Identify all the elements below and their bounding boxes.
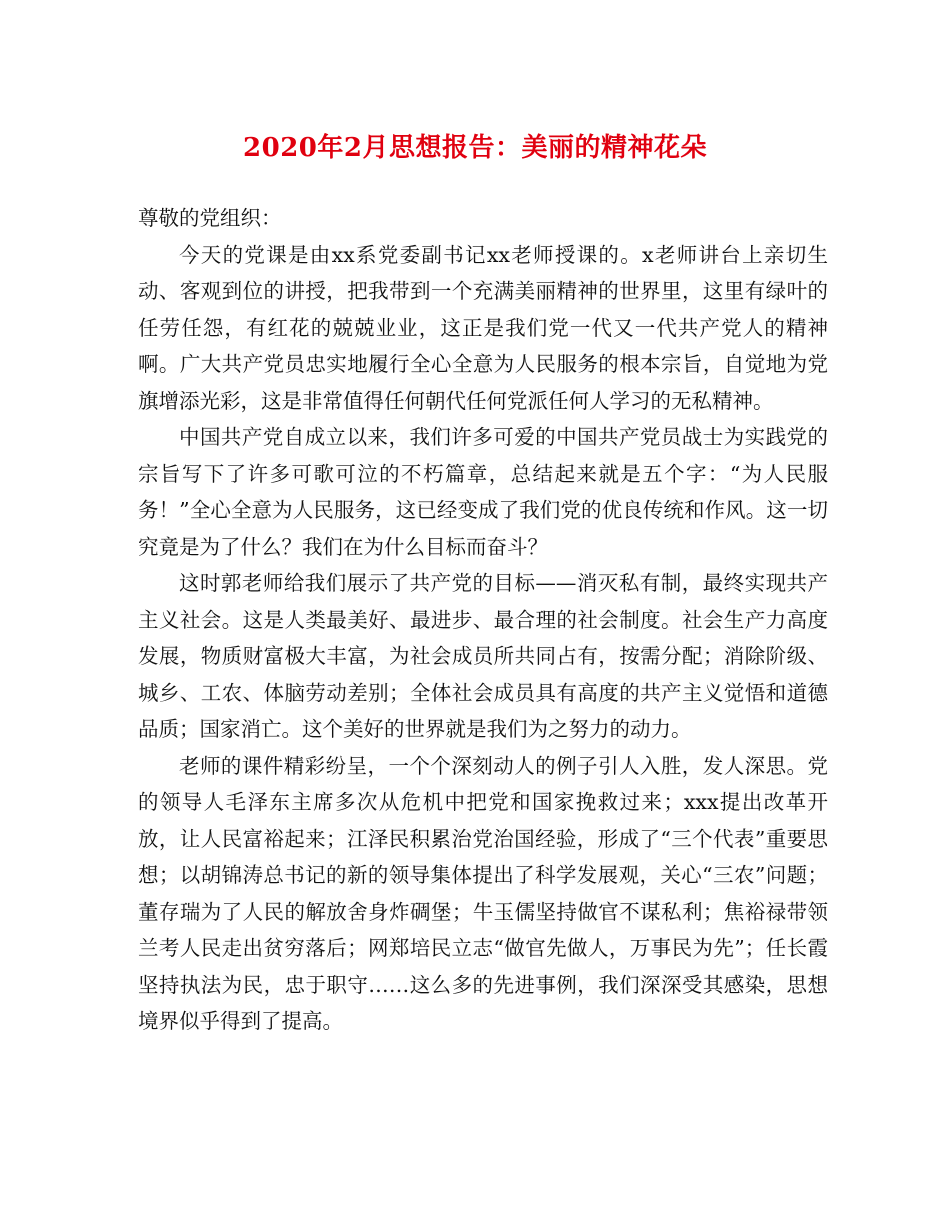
document-body	[138, 200, 828, 1040]
paragraph: 老师的课件精彩纷呈，一个个深刻动人的例子引人入胜，发人深思。党的领导人毛泽东主席多次从危机中把党和国家挽救过来；xxx提出改革开放，让人民富裕起来；江泽民积累治党治国经验，形成了“三个代表”重要思想；以胡锦涛总书记的新的领导集体提出了科学发展观，关心“三农”问题；董存瑞为了人民的解放舍身炸碉堡；牛玉儒坚持做官不谋私利；焦裕禄带领兰考人民走出贫穷落后；网郑培民立志“做官先做人，万事民为先”；任长霞坚持执法为民，忠于职守……这么多的先进事例，我们深深受其感染，思想境界似乎得到了提高。	[138, 753, 828, 1033]
paragraph: 今天的党课是由xx系党委副书记xx老师授课的。x老师讲台上亲切生动、客观到位的讲授，把我带到一个充满美丽精神的世界里，这里有绿叶的任劳任怨，有红花的兢兢业业，这正是我们党一代又一代共产党人的精神啊。广大共产党员忠实地履行全心全意为人民服务的根本宗旨，自觉地为党旗增添光彩，这是非常值得任何朝代任何党派任何人学习的无私精神。	[138, 242, 828, 413]
salutation: 尊敬的党组织：	[138, 206, 282, 230]
paragraph: 中国共产党自成立以来，我们许多可爱的中国共产党员战士为实践党的宗旨写下了许多可歌可泣的不朽篇章，总结起来就是五个字：“为人民服务！”全心全意为人民服务，这已经变成了我们党的优良传统和作风。这一切究竟是为了什么？我们在为什么目标而奋斗？	[138, 425, 828, 559]
document-title: 2020年2月思想报告：美丽的精神花朵	[243, 133, 707, 163]
paragraph: 这时郭老师给我们展示了共产党的目标——消灭私有制，最终实现共产主义社会。这是人类最美好、最进步、最合理的社会制度。社会生产力高度发展，物质财富极大丰富，为社会成员所共同占有，按需分配；消除阶级、城乡、工农、体脑劳动差别；全体社会成员具有高度的共产主义觉悟和道德品质；国家消亡。这个美好的世界就是我们为之努力的动力。	[138, 571, 828, 741]
